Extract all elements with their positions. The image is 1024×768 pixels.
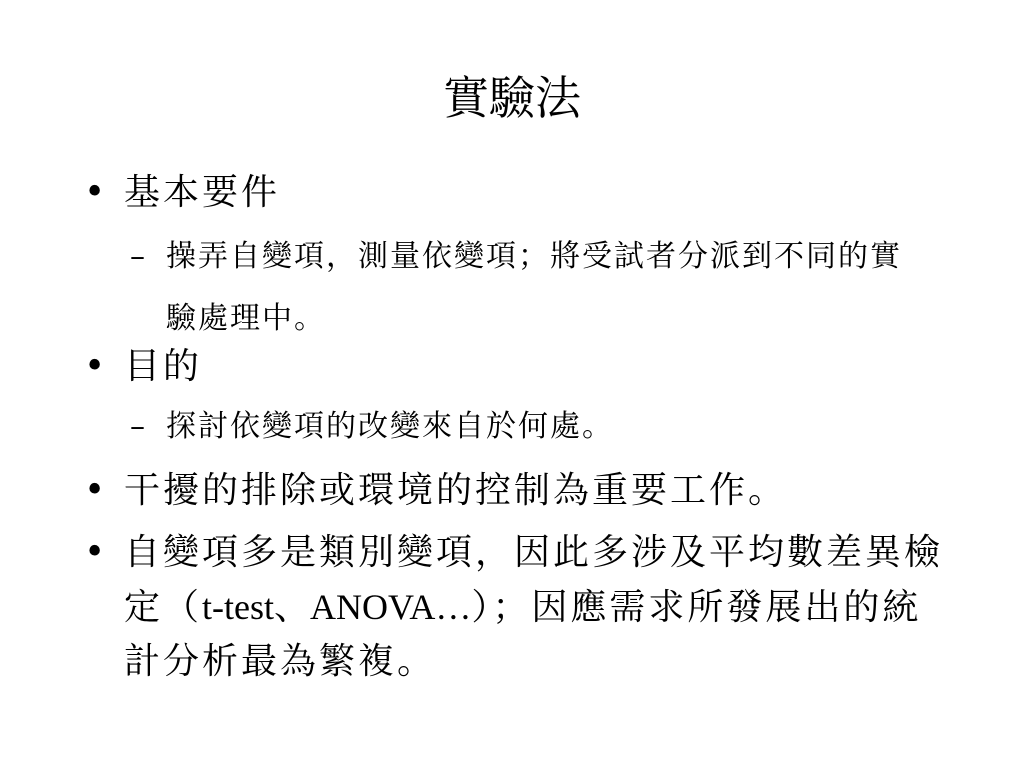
text-part-after: ）；因應需求所發展出的統計分析最為繁複。 (124, 587, 922, 682)
sub-text-manipulate-variables: 操弄自變項，測量依變項；將受試者分派到不同的實驗處理中。 (166, 239, 902, 336)
bullet-icon: • (84, 532, 106, 573)
slide-title: 實驗法 (443, 71, 581, 125)
bullet-icon: • (84, 172, 106, 213)
text-part-latin: t-test、ANOVA… (202, 587, 472, 627)
dash-icon: – (130, 409, 145, 444)
text-part-before: 自變項多是類別變項，因此多涉及平均數差異檢定（ (124, 532, 944, 628)
bullet-text-categorical-variables (124, 526, 944, 689)
bullet-text-purpose: 目的 (124, 346, 203, 387)
bullet-text-control: 干擾的排除或環境的控制為重要工作。 (124, 470, 788, 511)
bullet-text-basic-requirements: 基本要件 (124, 172, 281, 213)
sub-text-explore-change: 探討依變項的改變來自於何處。 (166, 409, 614, 444)
bullet-icon: • (84, 346, 106, 387)
bullet-icon: • (84, 470, 106, 511)
dash-icon: – (130, 239, 145, 274)
